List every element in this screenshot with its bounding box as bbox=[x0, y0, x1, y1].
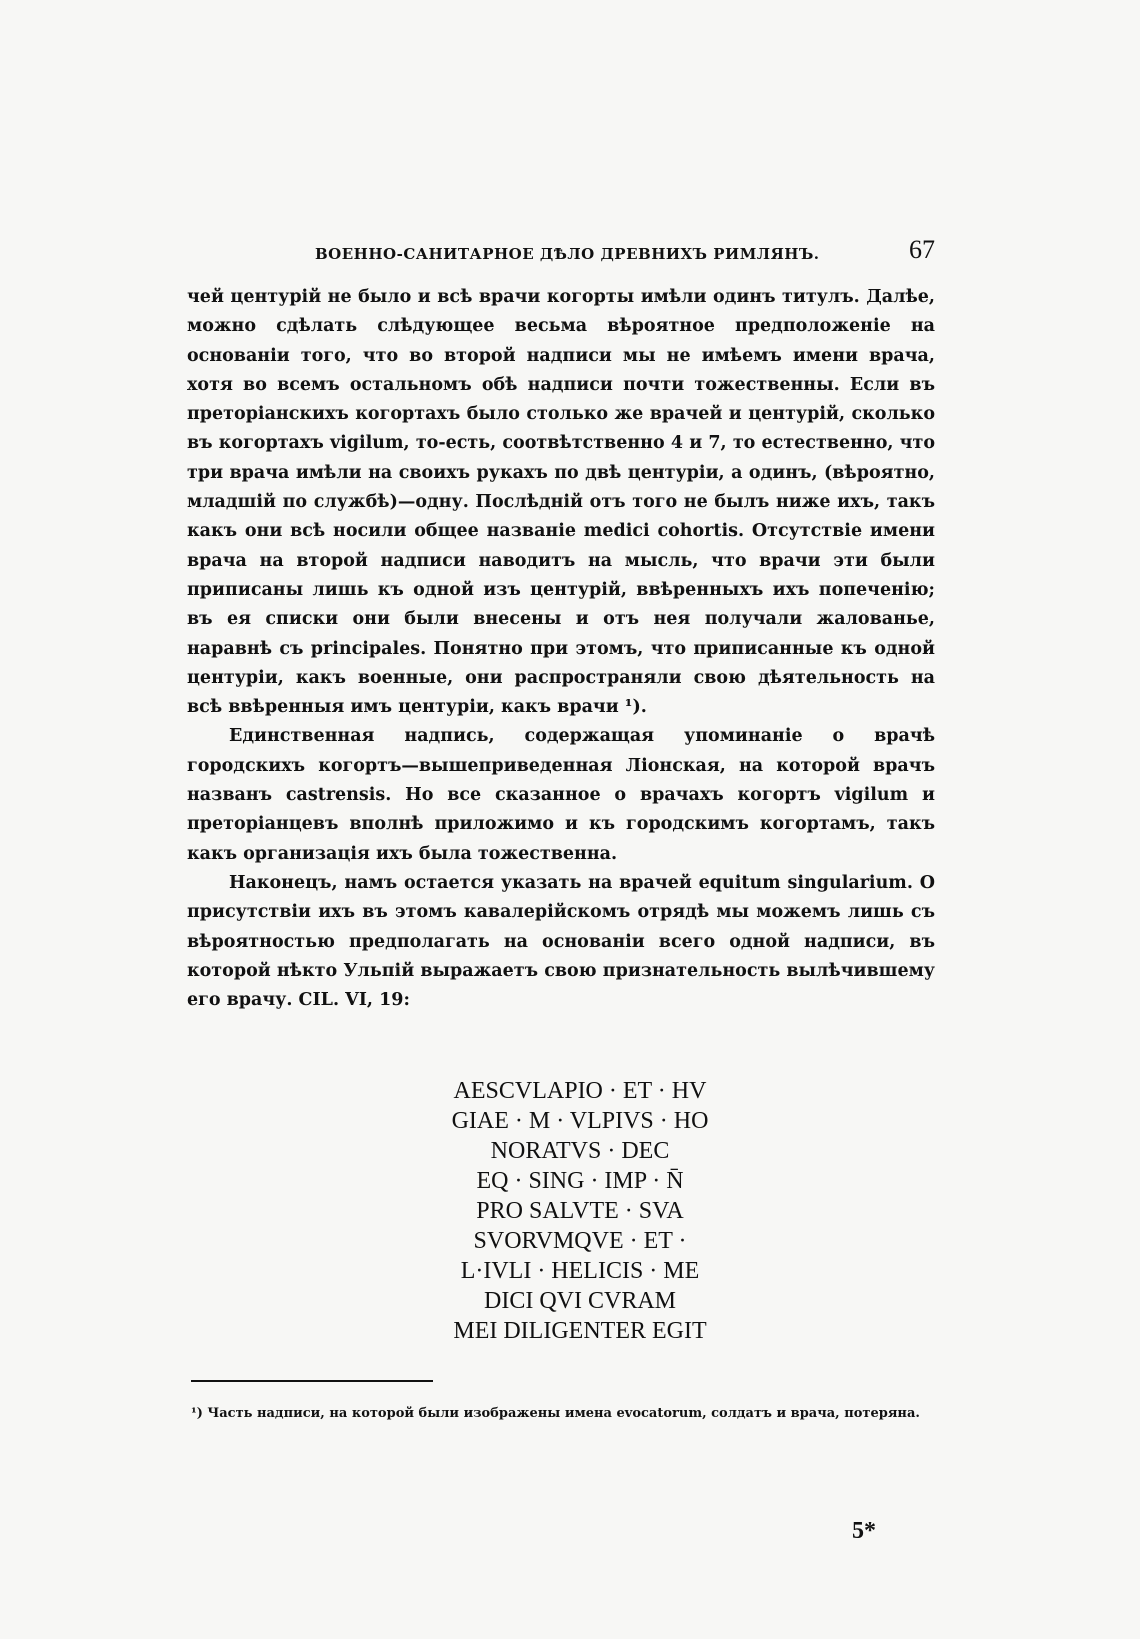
page-number: 67 bbox=[909, 235, 935, 264]
paragraph-1: чей центурій не было и всѣ врачи когорты имѣли одинъ титулъ. Далѣе, можно сдѣлать слѣдующее весьма вѣроятное предположеніе на основаніи того, что во второй надписи мы не имѣемъ имени врача, хотя во всемъ остальномъ обѣ надписи почти тожественны. Если въ преторіанскихъ когортахъ было столько же врачей и центурій, сколько въ когортахъ vigilum, то-есть, соотвѣтственно 4 и 7, то естественно, что три врача имѣли на своихъ рукахъ по двѣ центуріи, а одинъ, (вѣроятно, младшій по службѣ)—одну. Послѣдній отъ того не былъ ниже ихъ, такъ какъ они всѣ носили общее названіе medici cohortis. Отсутствіе имени врача на второй надписи наводитъ на мысль, что врачи эти были приписаны лишь къ одной изъ центурій, ввѣренныхъ ихъ попеченію; въ ея списки они были внесены и отъ нея получали жалованье, наравнѣ съ principales. Понятно при этомъ, что приписанные къ одной центуріи, какъ военные, они распространяли свою дѣятельность на всѣ ввѣренныя имъ центуріи, какъ врачи ¹). bbox=[187, 287, 935, 718]
signature-mark: 5* bbox=[852, 1518, 876, 1544]
inscription-line: L·IVLI · HELICIS · ME bbox=[460, 1258, 700, 1284]
page-header bbox=[187, 233, 935, 273]
paragraph-3: Наконецъ, намъ остается указать на врачей equitum singularium. О присутствіи ихъ въ этомъ кавалерійскомъ отрядѣ мы можемъ лишь съ вѣроятностью предполагать на основаніи всего одной надписи, въ которой нѣкто Ульпій выражаетъ свою признательность вылѣчившему его врачу. CIL. VI, 19: bbox=[187, 872, 935, 1011]
inscription-line: EQ · SING · IMP · N̄ bbox=[476, 1168, 684, 1194]
footnote-separator bbox=[191, 1380, 433, 1382]
paragraph-2: Единственная надпись, содержащая упоминаніе о врачѣ городскихъ когортъ—вышеприведенная Ліонская, на которой врачъ названъ castrensis. Но все сказанное о врачахъ когортъ vigilum и преторіанцевъ вполнѣ приложимо и къ городскимъ когортамъ, такъ какъ организація ихъ была тожественна. bbox=[187, 726, 935, 864]
main-text bbox=[187, 283, 935, 1015]
inscription-line: GIAE · M · VLPIVS · HO bbox=[451, 1108, 709, 1134]
footnote: ¹) Часть надписи, на которой были изображены имена evocatorum, солдатъ и врача, потеряна. bbox=[191, 1406, 920, 1421]
inscription-line: MEI DILIGENTER EGIT bbox=[453, 1318, 707, 1344]
inscription-line: DICI QVI CVRAM bbox=[484, 1288, 676, 1314]
inscription-line: NORATVS · DEC bbox=[490, 1138, 670, 1164]
inscription-line: SVORVMQVE · ET · bbox=[473, 1228, 687, 1254]
inscription-line: AESCVLAPIO · ET · HV bbox=[453, 1078, 707, 1104]
running-head: ВОЕННО-САНИТАРНОЕ ДѢЛО ДРЕВНИХЪ РИМЛЯНЪ. bbox=[315, 245, 820, 263]
latin-inscription bbox=[380, 1076, 780, 1346]
inscription-line: PRO SALVTE · SVA bbox=[476, 1198, 684, 1224]
